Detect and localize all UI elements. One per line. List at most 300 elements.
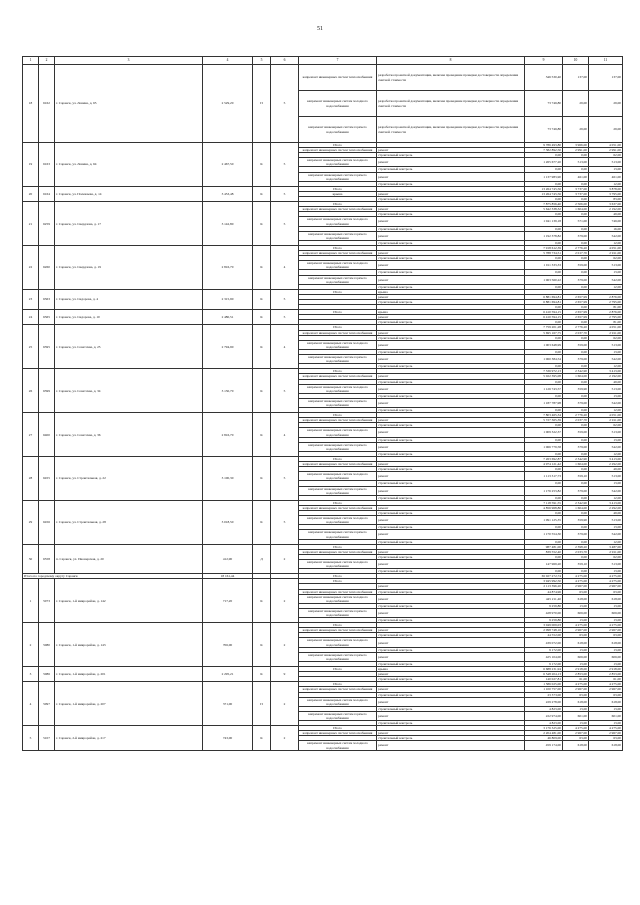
cost-total: 1 011 333,33 — [525, 261, 563, 270]
cost-limit: 606,00 — [589, 608, 623, 617]
wall-material: К — [253, 202, 271, 246]
cost-total: 73 746,80 — [525, 117, 563, 143]
cost-total: 1 063 560,22 — [525, 275, 563, 284]
work-kind: строительный контроль — [377, 270, 525, 275]
column-number: 4 — [203, 57, 253, 65]
work-type: Итого — [299, 500, 377, 505]
work-kind: строительный контроль — [377, 495, 525, 500]
floor-count: 4 — [271, 245, 299, 289]
cost-total: 0,00 — [525, 364, 563, 369]
row-number: 24 — [23, 310, 39, 325]
work-kind: ремонт — [377, 428, 525, 437]
cost-limit: 4 051,00 — [589, 325, 623, 330]
page-number: 51 — [317, 26, 323, 32]
row-number: 21 — [23, 202, 39, 246]
unit-cost: 2 967,00 — [563, 628, 589, 633]
work-kind: строительный контроль — [377, 721, 525, 726]
unit-cost: 379,00 — [563, 231, 589, 240]
house-area: 743,00 — [203, 726, 253, 750]
cost-limit: 62,00 — [589, 554, 623, 559]
unit-cost: 618,00 — [563, 594, 589, 603]
cost-limit: 2 795,00 — [589, 315, 623, 320]
district-total-label: Итого по городскому округу Саранск — [23, 574, 203, 579]
work-type: капремонт инженерных систем холодного водоснабжения — [299, 261, 377, 270]
unit-cost: 2 342,90 — [563, 500, 589, 505]
cost-total: 1 586 025,00 — [525, 682, 563, 687]
work-kind: строительный контроль — [377, 226, 525, 231]
cost-total: 9 259,80 — [525, 603, 563, 608]
work-kind: ремонт — [377, 697, 525, 706]
house-area: 2 480,51 — [203, 310, 253, 325]
cost-limit: 542,00 — [589, 275, 623, 284]
house-address: г. Саранск, 1-й микрорайон, д. 207 — [55, 682, 203, 726]
cost-limit: 606,00 — [589, 652, 623, 661]
work-type: капремонт инженерных систем холодного водоснабжения — [299, 340, 377, 349]
work-kind: строительный контроль — [377, 379, 525, 384]
cost-limit: 81,00 — [589, 305, 623, 310]
house-area: 2 529,20 — [203, 65, 253, 143]
work-kind: строительный контроль — [377, 539, 525, 544]
cost-limit: 3 487,00 — [589, 544, 623, 549]
work-kind: ремонт — [377, 462, 525, 467]
work-kind: строительный контроль — [377, 256, 525, 261]
wall-material: К — [253, 186, 271, 201]
unit-cost: 359,10 — [563, 472, 589, 481]
cost-limit: 62,00 — [589, 256, 623, 261]
cost-limit: 4 051,00 — [589, 143, 623, 148]
cost-total: 0,00 — [525, 569, 563, 574]
cost-limit: 3 413,00 — [589, 500, 623, 505]
work-kind: строительный контроль — [377, 181, 525, 186]
cost-limit: 13,00 — [589, 167, 623, 172]
cost-limit: 2 876,00 — [589, 310, 623, 315]
work-kind: ремонт — [377, 594, 525, 603]
work-kind: строительный контроль — [377, 554, 525, 559]
floor-count: 5 — [271, 310, 299, 325]
house-id: 6455 — [39, 457, 55, 501]
cost-limit: 4 275,00 — [589, 726, 623, 731]
cost-limit: 2 292,00 — [589, 505, 623, 510]
column-number: 2 — [39, 57, 55, 65]
work-kind: ремонт — [377, 275, 525, 284]
floor-count: 2 — [271, 544, 299, 574]
work-type: капремонт инженерных систем теплоснабжения — [299, 207, 377, 212]
work-type: Итого — [299, 623, 377, 628]
house-address: г. Саранск, ул. Ленина, д. 65 — [55, 65, 203, 143]
cost-total: 0,00 — [525, 167, 563, 172]
column-number: 9 — [525, 57, 563, 65]
house-id: 5107 — [39, 726, 55, 750]
cost-limit: 2 967,00 — [589, 628, 623, 633]
unit-cost: 4 275,00 — [563, 682, 589, 687]
unit-cost: 0,00 — [563, 270, 589, 275]
cost-total: 1 009 322,37 — [525, 428, 563, 437]
house-area: 3 100,30 — [203, 457, 253, 501]
cost-total: 459 174,00 — [525, 741, 563, 750]
cost-total: 6 410 594,15 — [525, 310, 563, 315]
cost-limit: 618,00 — [589, 638, 623, 647]
work-kind: ремонт — [377, 418, 525, 423]
unit-cost: 0,00 — [563, 379, 589, 384]
unit-cost: 359,90 — [563, 384, 589, 393]
cost-total: 7 803 465,34 — [525, 413, 563, 418]
work-type: Итого — [299, 245, 377, 250]
work-type: капремонт инженерных систем горячего водоснабжения — [299, 652, 377, 661]
cost-limit: 13,00 — [589, 393, 623, 398]
cost-limit: 13,00 — [589, 647, 623, 652]
unit-cost: 13,00 — [563, 706, 589, 711]
cost-total: 445 211,40 — [525, 594, 563, 603]
unit-cost: 0,00 — [563, 539, 589, 544]
cost-limit: 13,00 — [589, 618, 623, 623]
cost-limit: 2 911,00 — [589, 251, 623, 256]
house-address: г. Саранск, 2-й микрорайон, д. 217 — [55, 726, 203, 750]
cost-total: 7 263 692,87 — [525, 457, 563, 462]
work-type: Итого — [299, 457, 377, 462]
work-type: Итого — [299, 544, 377, 549]
column-number: 7 — [299, 57, 377, 65]
work-kind: ремонт — [377, 516, 525, 525]
work-type: капремонт инженерных систем горячего водоснабжения — [299, 530, 377, 539]
work-kind: строительный контроль — [377, 153, 525, 158]
unit-cost: 0,00 — [563, 408, 589, 413]
work-kind: ремонт — [377, 294, 525, 299]
unit-cost: 2 506,00 — [563, 202, 589, 207]
unit-cost: 2 033,70 — [563, 549, 589, 554]
cost-limit: 2 911,00 — [589, 549, 623, 554]
cost-total: 0,00 — [525, 226, 563, 231]
cost-total: 0,00 — [525, 539, 563, 544]
unit-cost: 359,00 — [563, 428, 589, 437]
cost-limit: 542,00 — [589, 231, 623, 240]
work-type: капремонт инженерных систем теплоснабжения — [299, 505, 377, 510]
cost-limit: 2 918,00 — [589, 667, 623, 672]
work-kind: строительный контроль — [377, 736, 525, 741]
work-kind: ремонт — [377, 549, 525, 554]
wall-material: К — [253, 325, 271, 369]
row-number: 30 — [23, 544, 39, 574]
work-kind: строительный контроль — [377, 603, 525, 608]
row-number: 26 — [23, 369, 39, 413]
cost-limit: 13,00 — [589, 525, 623, 530]
row-number: 23 — [23, 289, 39, 309]
cost-limit: 4 275,00 — [589, 623, 623, 628]
unit-cost: 2 017,70 — [563, 251, 589, 256]
cost-total: 1 100 757,00 — [525, 687, 563, 692]
house-area: 2 467,50 — [203, 143, 253, 187]
unit-cost: 359,00 — [563, 261, 589, 270]
house-area: 2 816,70 — [203, 413, 253, 457]
work-kind: ремонт — [377, 687, 525, 692]
unit-cost: 2 918,00 — [563, 667, 589, 672]
unit-cost: 606,00 — [563, 652, 589, 661]
work-type: капремонт инженерных систем горячего водоснабжения — [299, 231, 377, 240]
unit-cost: 606,00 — [563, 608, 589, 617]
cost-limit: 513,00 — [589, 428, 623, 437]
work-kind: ремонт — [377, 608, 525, 617]
work-kind: строительный контроль — [377, 423, 525, 428]
unit-cost: 0,00 — [563, 451, 589, 456]
unit-cost: 571,00 — [563, 217, 589, 226]
work-kind: строительный контроль — [377, 481, 525, 486]
unit-cost: 2 991,00 — [563, 148, 589, 153]
cost-total: 0,00 — [525, 379, 563, 384]
work-kind: строительный контроль — [377, 197, 525, 202]
cost-limit: 2 967,00 — [589, 687, 623, 692]
work-kind: ремонт — [377, 217, 525, 226]
cost-limit: 13,00 — [589, 349, 623, 354]
cost-total: 3 049 009,03 — [525, 623, 563, 628]
cost-limit: 513,00 — [589, 158, 623, 167]
work-kind: строительный контроль — [377, 677, 525, 682]
work-kind: ремонт — [377, 652, 525, 661]
work-type: капремонт инженерных систем холодного водоснабжения — [299, 428, 377, 437]
work-kind: разработка проектной документации, включая проведение проверки достоверности определения сметной стоимости — [377, 65, 525, 91]
column-number-row — [23, 57, 623, 65]
work-type: капремонт инженерных систем горячего водоснабжения — [299, 355, 377, 364]
cost-limit: 3 878,00 — [589, 186, 623, 191]
cost-total: 5 727 365,39 — [525, 418, 563, 423]
floor-count: 2 — [271, 726, 299, 750]
cost-total: 1 170 554,30 — [525, 530, 563, 539]
work-kind: строительный контроль — [377, 451, 525, 456]
cost-limit: 13,00 — [589, 481, 623, 486]
house-address: г. Саранск, ул. Свердлова, д. 17 — [55, 202, 203, 246]
cost-total: 7 875 856,40 — [525, 202, 563, 207]
floor-count: 5 — [271, 143, 299, 187]
unit-cost: 618,00 — [563, 638, 589, 647]
cost-total: 0,00 — [525, 495, 563, 500]
work-type: Итого — [299, 667, 377, 672]
work-type: капремонт инженерных систем горячего водоснабжения — [299, 711, 377, 720]
cost-total: 0,00 — [525, 467, 563, 472]
work-type: капремонт инженерных систем теплоснабжения — [299, 148, 377, 153]
unit-cost: 0,00 — [563, 481, 589, 486]
work-type: капремонт инженерных систем теплоснабжения — [299, 418, 377, 423]
cost-total: 44 552,00 — [525, 633, 563, 638]
cost-total: 0,00 — [525, 408, 563, 413]
cost-limit: 62,00 — [589, 335, 623, 340]
cost-total: 229 278,00 — [525, 697, 563, 706]
cost-total: 7 336 972,13 — [525, 369, 563, 374]
floor-count: 5 — [271, 369, 299, 413]
house-id: 6162 — [39, 65, 55, 143]
work-type: капремонт инженерных систем холодного водоснабжения — [299, 158, 377, 167]
unit-cost: 2 967,00 — [563, 584, 589, 589]
column-number: 6 — [271, 57, 299, 65]
unit-cost: 63,00 — [563, 589, 589, 594]
unit-cost: 13,00 — [563, 603, 589, 608]
cost-total: 7 918 612,39 — [525, 245, 563, 250]
cost-total: 23 373,00 — [525, 692, 563, 697]
unit-cost: 0,00 — [563, 226, 589, 231]
cost-limit: 2 911,00 — [589, 418, 623, 423]
unit-cost: 4 275,00 — [563, 623, 589, 628]
house-area: 412,90 — [203, 544, 253, 574]
cost-limit: 513,00 — [589, 261, 623, 270]
work-kind: ремонт — [377, 374, 525, 379]
cost-total: 46 809,00 — [525, 736, 563, 741]
work-type: капремонт инженерных систем горячего водоснабжения — [299, 275, 377, 284]
floor-count: 5 — [271, 202, 299, 246]
work-kind: строительный контроль — [377, 349, 525, 354]
unit-cost: 0,00 — [563, 364, 589, 369]
cost-total: 1 066 779,58 — [525, 442, 563, 451]
cost-total: 1 113 317,73 — [525, 472, 563, 481]
work-kind: ремонт — [377, 398, 525, 407]
unit-cost: 0,00 — [563, 153, 589, 158]
wall-material: Д — [253, 544, 271, 574]
cost-total: 0,00 — [525, 525, 563, 530]
work-kind: строительный контроль — [377, 511, 525, 516]
column-number: 1 — [23, 57, 39, 65]
cost-total: 5 788 734,51 — [525, 251, 563, 256]
cost-total: 0,00 — [525, 511, 563, 516]
unit-cost: 2 657,99 — [563, 310, 589, 315]
house-address: г. Саранск, ул. Ленина, д. 64 — [55, 143, 203, 187]
cost-limit: 2 192,00 — [589, 207, 623, 212]
floor-count: 4 — [271, 325, 299, 369]
work-kind: ремонт — [377, 505, 525, 510]
cost-total: 4 823,00 — [525, 721, 563, 726]
wall-material: К — [253, 579, 271, 623]
house-id: 5086 — [39, 667, 55, 682]
house-id: 6400 — [39, 413, 55, 457]
unit-cost: 0,00 — [563, 284, 589, 289]
cost-total: 6 881 694,81 — [525, 294, 563, 299]
house-id: 5097 — [39, 682, 55, 726]
work-kind: ремонт — [377, 148, 525, 153]
cost-total: 7 759 201,28 — [525, 325, 563, 330]
work-kind: ремонт — [377, 486, 525, 495]
cost-limit: 12,00 — [589, 240, 623, 245]
work-kind: строительный контроль — [377, 661, 525, 666]
cost-limit: 13,00 — [589, 721, 623, 726]
unit-cost: 3 737,00 — [563, 186, 589, 191]
unit-cost: 2 398,20 — [563, 544, 589, 549]
cost-limit: 61,00 — [589, 677, 623, 682]
wall-material: К — [253, 289, 271, 309]
unit-cost: 0,00 — [563, 349, 589, 354]
work-type: Итого — [299, 413, 377, 418]
cost-limit: 12,00 — [589, 539, 623, 544]
work-kind: строительный контроль — [377, 364, 525, 369]
cost-limit: 12,00 — [589, 181, 623, 186]
cost-total: 0,00 — [525, 423, 563, 428]
cost-total: 5 022 395,08 — [525, 374, 563, 379]
house-address: г. Саранск, 1-й микрорайон, д. 142 — [55, 579, 203, 623]
house-id: 6395 — [39, 325, 55, 369]
cost-limit: 2 991,00 — [589, 148, 623, 153]
house-address: г. Саранск, ул. Строительная, д. 22 — [55, 457, 203, 501]
cost-limit: 513,00 — [589, 340, 623, 349]
cost-limit: 13,00 — [589, 270, 623, 275]
house-id: 6260 — [39, 245, 55, 289]
cost-limit: 461,00 — [589, 172, 623, 181]
row-number: 22 — [23, 245, 39, 289]
work-kind: строительный контроль — [377, 618, 525, 623]
row-number: 25 — [23, 325, 39, 369]
cost-total: 9 786 493,80 — [525, 143, 563, 148]
unit-cost: 4 275,00 — [563, 726, 589, 731]
unit-cost: 359,90 — [563, 516, 589, 525]
unit-cost: 3 737,00 — [563, 191, 589, 196]
work-type: капремонт инженерных систем горячего водоснабжения — [299, 172, 377, 181]
row-number: 3 — [23, 667, 39, 682]
house-area: 3 142,80 — [203, 202, 253, 246]
work-kind: ремонт — [377, 711, 525, 720]
cost-total: 0,00 — [525, 554, 563, 559]
unit-cost: 63,00 — [563, 633, 589, 638]
cost-limit: 513,00 — [589, 472, 623, 481]
cost-total: 1 192 378,82 — [525, 231, 563, 240]
unit-cost: 0,00 — [563, 240, 589, 245]
house-area: 2 315,90 — [203, 289, 253, 309]
unit-cost: 0,00 — [563, 393, 589, 398]
work-kind: строительный контроль — [377, 393, 525, 398]
work-kind: ремонт — [377, 628, 525, 633]
unit-cost: 2 776,20 — [563, 325, 589, 330]
cost-limit: 2 795,00 — [589, 300, 623, 305]
work-type: капремонт инженерных систем теплоснабжения — [299, 731, 377, 736]
cost-total: 1 003 648,99 — [525, 340, 563, 349]
cost-limit: 2 967,00 — [589, 731, 623, 736]
floor-count: 5 — [271, 457, 299, 501]
work-type: капремонт инженерных систем теплоснабжения — [299, 549, 377, 554]
cost-limit: 2 967,00 — [589, 584, 623, 589]
work-type: Итого — [299, 579, 377, 584]
wall-material: К — [253, 413, 271, 457]
cost-total: 0,00 — [525, 481, 563, 486]
cost-total: 0,00 — [525, 451, 563, 456]
unit-cost: 13,00 — [563, 647, 589, 652]
house-address: г. Саранск, ул. Полежаева, д. 14 — [55, 186, 203, 201]
cost-total: 0,00 — [525, 181, 563, 186]
floor-count: 2 — [271, 682, 299, 726]
unit-cost: 2 657,99 — [563, 315, 589, 320]
cost-total: 0,00 — [525, 320, 563, 325]
cost-limit: 13,00 — [589, 603, 623, 608]
work-type: Итого — [299, 310, 377, 315]
work-type: Итого — [299, 186, 377, 191]
work-kind: строительный контроль — [377, 647, 525, 652]
work-kind: ремонт — [377, 340, 525, 349]
cost-total: 44 874,96 — [525, 589, 563, 594]
cost-limit: 618,00 — [589, 697, 623, 706]
unit-cost: 2 037,70 — [563, 330, 589, 335]
unit-cost: 0,00 — [563, 467, 589, 472]
work-kind: ремонт — [377, 172, 525, 181]
work-kind: крыша — [377, 310, 525, 315]
unit-cost: 461,00 — [563, 172, 589, 181]
cost-limit: 4 051,00 — [589, 413, 623, 418]
row-number: 20 — [23, 186, 39, 201]
work-type: капремонт инженерных систем холодного водоснабжения — [299, 472, 377, 481]
unit-cost: 0,00 — [563, 212, 589, 217]
house-address: п. Саранск, ул. Пионерская, д. 20 — [55, 544, 203, 574]
work-kind: строительный контроль — [377, 692, 525, 697]
cost-limit: 29,00 — [589, 91, 623, 117]
column-number: 10 — [563, 57, 589, 65]
work-type: капремонт инженерных систем холодного водоснабжения — [299, 559, 377, 568]
cost-total: 2 113 396,20 — [525, 584, 563, 589]
cost-limit: 4 051,00 — [589, 245, 623, 250]
cost-limit: 12,00 — [589, 284, 623, 289]
unit-cost: 2 853,00 — [563, 672, 589, 677]
cost-total: 1 137 983,90 — [525, 172, 563, 181]
unit-cost: 379,00 — [563, 398, 589, 407]
work-type: капремонт инженерных систем горячего водоснабжения — [299, 608, 377, 617]
